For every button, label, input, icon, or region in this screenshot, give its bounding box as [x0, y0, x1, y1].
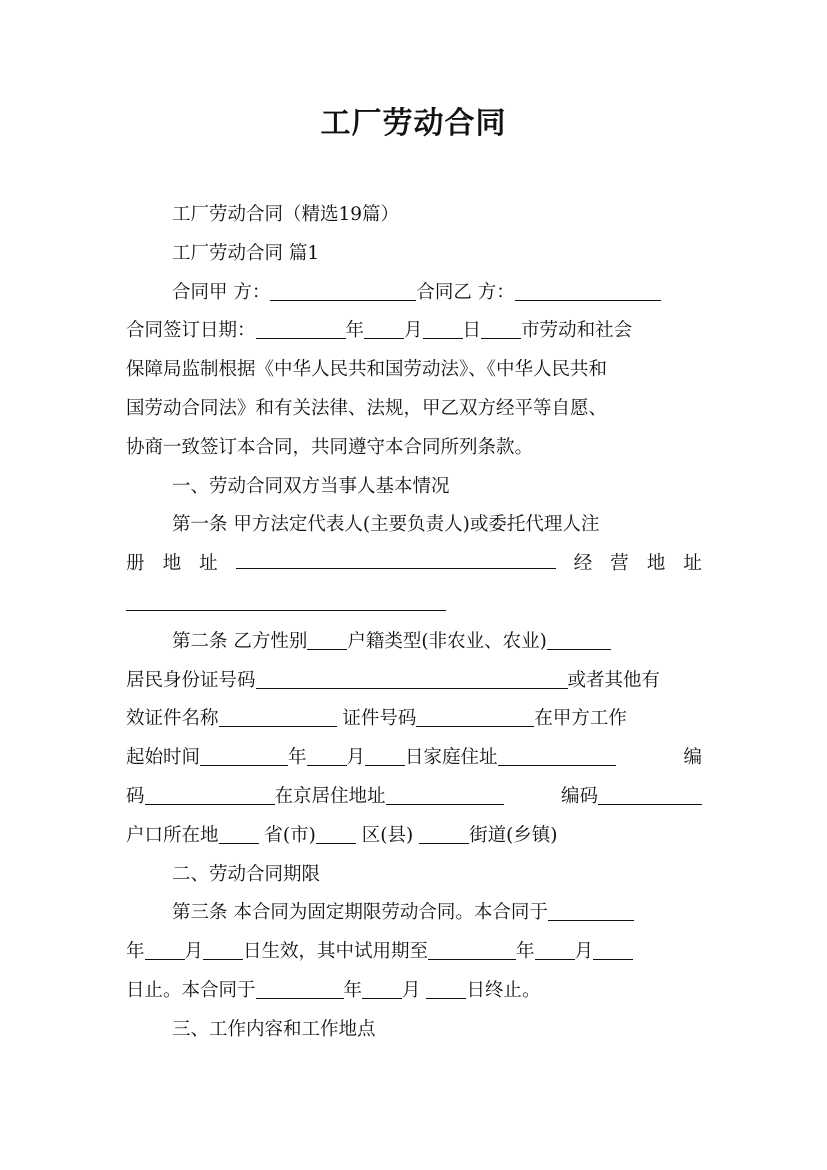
year-text: 年 — [288, 747, 307, 769]
end-month-blank — [362, 979, 402, 999]
home-address-blank — [498, 746, 616, 766]
terminate-line — [126, 972, 702, 1011]
day-blank — [423, 319, 463, 339]
city-blank — [481, 319, 521, 339]
year-blank — [256, 319, 346, 339]
biz-address-char: 址 — [683, 553, 702, 575]
effective-line — [126, 933, 702, 972]
reg-address-blank — [236, 549, 556, 569]
article-3-line — [126, 894, 702, 933]
probation-year-blank — [428, 940, 516, 960]
address-line — [126, 545, 702, 584]
terminate-text: 日终止。 — [466, 979, 541, 1001]
sign-date-label: 合同签订日期： — [126, 320, 256, 342]
cert-no-blank — [416, 707, 534, 727]
biz-address-char: 地 — [646, 553, 666, 575]
bj-address-line — [126, 778, 702, 817]
begin-year-blank — [548, 901, 634, 921]
parties-line — [126, 274, 702, 313]
district-blank — [316, 823, 356, 843]
postcode-blank — [145, 785, 275, 805]
id-label: 居民身份证号码 — [126, 669, 256, 691]
begin-month-blank — [145, 940, 185, 960]
biz-address-blank-line — [126, 584, 702, 623]
work-at-text: 在甲方工作 — [534, 708, 627, 730]
province-text: 省(市) — [264, 824, 316, 846]
part-heading: 工厂劳动合同 篇1 — [172, 242, 320, 264]
month-text: 月 — [402, 979, 421, 1001]
street-text: 街道(乡镇) — [469, 824, 558, 846]
reg-address-char: 地 — [162, 553, 182, 575]
start-label: 起始时间 — [126, 747, 201, 769]
begin-day-blank — [203, 940, 243, 960]
id-line — [126, 662, 702, 701]
article-1-line: 第一条 甲方法定代表人(主要负责人)或委托代理人注 — [172, 514, 600, 536]
postcode-label: 编 — [683, 747, 702, 769]
party-b-label: 合同乙 方： — [416, 281, 515, 303]
reg-address-char: 册 — [126, 553, 145, 575]
day-text: 日 — [462, 320, 482, 342]
province-blank — [219, 823, 259, 843]
postcode2-label: 编码 — [560, 785, 598, 807]
bj-address-label: 在京居住地址 — [274, 785, 386, 807]
end-year-blank — [256, 979, 344, 999]
gender-blank — [307, 629, 347, 649]
paragraph-line: 协商一致签订本合同，共同遵守本合同所列条款。 — [126, 436, 534, 458]
bureau-text: 市劳动和社会 — [521, 320, 633, 342]
section-heading-1: 一、劳动合同双方当事人基本情况 — [172, 475, 450, 497]
bj-address-blank — [386, 785, 504, 805]
start-day-blank — [365, 746, 405, 766]
cert-name-label: 效证件名称 — [126, 708, 219, 730]
year-text: 年 — [126, 941, 145, 963]
document-title: 工厂劳动合同 — [320, 106, 507, 141]
document-body — [126, 196, 702, 1050]
month-text: 月 — [184, 941, 204, 963]
hukou-blank — [547, 629, 611, 649]
biz-address-char: 营 — [610, 553, 629, 575]
end-text: 日止。本合同于 — [126, 979, 256, 1001]
month-blank — [364, 319, 404, 339]
month-text: 月 — [404, 320, 423, 342]
street-blank — [419, 823, 469, 843]
sign-date-line — [126, 312, 702, 351]
section-heading-3: 三、工作内容和工作地点 — [172, 1018, 376, 1040]
start-month-blank — [307, 746, 347, 766]
party-a-label: 合同甲 方： — [172, 281, 271, 303]
home-address-label: 日家庭住址 — [405, 747, 498, 769]
paragraph-line: 国劳动合同法》和有关法律、法规，甲乙双方经平等自愿、 — [126, 397, 608, 419]
postcode2-blank — [598, 785, 702, 805]
other-cert-text: 或者其他有 — [567, 669, 661, 691]
party-a-blank — [270, 280, 416, 300]
article-3-text: 第三条 本合同为固定期限劳动合同。本合同于 — [172, 902, 548, 924]
gender-label: 第二条 乙方性别 — [172, 630, 308, 652]
huji-label: 户口所在地 — [126, 824, 219, 846]
year-text: 年 — [345, 320, 365, 342]
start-time-line — [126, 739, 702, 778]
year-text: 年 — [343, 979, 363, 1001]
year-text: 年 — [516, 941, 535, 963]
biz-address-blank — [126, 591, 446, 611]
probation-month-blank — [535, 940, 575, 960]
section-heading-2: 二、劳动合同期限 — [172, 863, 321, 885]
month-text: 月 — [346, 747, 366, 769]
reg-address-char: 址 — [199, 553, 218, 575]
article-2-line — [126, 623, 702, 662]
end-day-blank — [426, 979, 466, 999]
paragraph-line: 保障局监制根据《中华人民共和国劳动法》、《中华人民共和 — [126, 359, 608, 381]
cert-no-label: 证件号码 — [342, 708, 417, 730]
cert-name-blank — [219, 707, 337, 727]
hukou-label: 户籍类型(非农业、农业) — [347, 630, 547, 652]
district-text: 区(县) — [361, 824, 414, 846]
cert-line — [126, 700, 702, 739]
huji-line — [126, 817, 702, 856]
start-year-blank — [200, 746, 288, 766]
party-b-blank — [515, 280, 661, 300]
effective-text: 日生效，其中试用期至 — [243, 941, 429, 963]
id-blank — [256, 668, 568, 688]
probation-day-blank — [593, 940, 633, 960]
postcode-label-end: 码 — [126, 785, 145, 807]
subtitle: 工厂劳动合同（精选19篇） — [172, 204, 400, 225]
biz-address-char: 经 — [573, 553, 593, 575]
month-text: 月 — [574, 941, 594, 963]
